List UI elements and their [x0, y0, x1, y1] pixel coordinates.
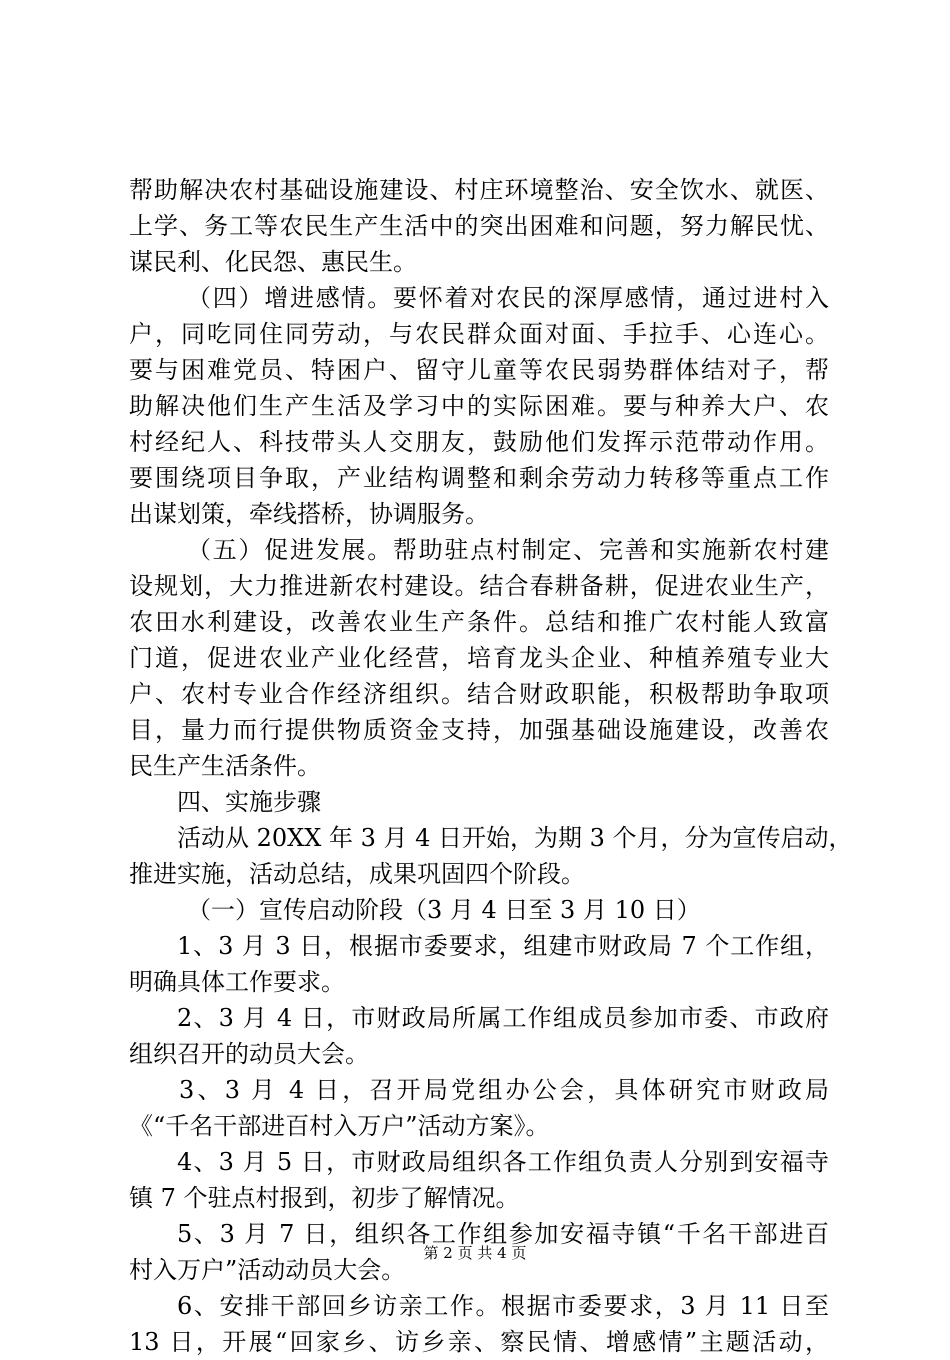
text-line: 户，同吃同住同劳动，与农民群众面对面、手拉手、心连心。	[129, 320, 829, 348]
section-heading-5: （五）促进发展。帮助驻点村制定、完善和实施新农村建	[187, 536, 829, 564]
list-item-2: 2、3 月 4 日，市财政局所属工作组成员参加市委、市政府	[177, 1004, 829, 1032]
text-line: 上学、务工等农民生产生活中的突出困难和问题，努力解民忧、	[129, 212, 829, 240]
text-line: 村经纪人、科技带头人交朋友，鼓励他们发挥示范带动作用。	[129, 428, 829, 456]
text-line: 推进实施，活动总结，成果巩固四个阶段。	[129, 860, 585, 888]
text-line: 帮助解决农村基础设施建设、村庄环境整治、安全饮水、就医、	[129, 176, 829, 204]
list-item-6: 6、安排干部回乡访亲工作。根据市委要求，3 月 11 日至	[177, 1292, 829, 1320]
phase-heading-1: （一）宣传启动阶段（3 月 4 日至 3 月 10 日）	[187, 896, 701, 924]
text-line: 村入万户”活动动员大会。	[129, 1256, 406, 1284]
text-line: 镇 7 个驻点村报到，初步了解情况。	[129, 1184, 520, 1212]
text-line: 门道，促进农业产业化经营，培育龙头企业、种植养殖专业大	[129, 644, 829, 672]
section-heading-4: （四）增进感情。要怀着对农民的深厚感情，通过进村入	[187, 284, 829, 312]
text-line: 谋民利、化民怨、惠民生。	[129, 248, 417, 276]
text-line: 助解决他们生产生活及学习中的实际困难。要与种养大户、农	[129, 392, 829, 420]
text-line: 出谋划策，牵线搭桥，协调服务。	[129, 500, 489, 528]
text-line: 要与困难党员、特困户、留守儿童等农民弱势群体结对子，帮	[129, 356, 829, 384]
list-item-4: 4、3 月 5 日，市财政局组织各工作组负责人分别到安福寺	[177, 1148, 829, 1176]
text-line: 活动从 20XX 年 3 月 4 日开始，为期 3 个月，分为宣传启动，	[177, 824, 853, 852]
text-line: 13 日，开展“回家乡、访乡亲、察民情、增感情”主题活动，	[129, 1328, 829, 1356]
text-line: 户、农村专业合作经济组织。结合财政职能，积极帮助争取项	[129, 680, 829, 708]
section-title-implementation-steps: 四、实施步骤	[177, 788, 321, 816]
text-line: 目，量力而行提供物质资金支持，加强基础设施建设，改善农	[129, 716, 829, 744]
list-item-3: 3、3 月 4 日，召开局党组办公会，具体研究市财政局	[179, 1076, 829, 1104]
page-footer: 第 2 页 共 4 页	[423, 1244, 527, 1262]
text-line: 农田水利建设，改善农业生产条件。总结和推广农村能人致富	[129, 608, 829, 636]
list-item-1: 1、3 月 3 日，根据市委要求，组建市财政局 7 个工作组，	[177, 932, 829, 960]
text-line: 要围绕项目争取，产业结构调整和剩余劳动力转移等重点工作	[129, 464, 829, 492]
text-line: 组织召开的动员大会。	[129, 1040, 369, 1068]
document-body	[129, 172, 853, 1360]
text-line: 民生产生活条件。	[129, 752, 321, 780]
list-item-5: 5、3 月 7 日，组织各工作组参加安福寺镇“千名干部进百	[177, 1220, 829, 1248]
text-line: 《“千名干部进百村入万户”活动方案》。	[129, 1112, 550, 1140]
text-line: 明确具体工作要求。	[129, 968, 345, 996]
text-line: 设规划，大力推进新农村建设。结合春耕备耕，促进农业生产，	[129, 572, 829, 600]
